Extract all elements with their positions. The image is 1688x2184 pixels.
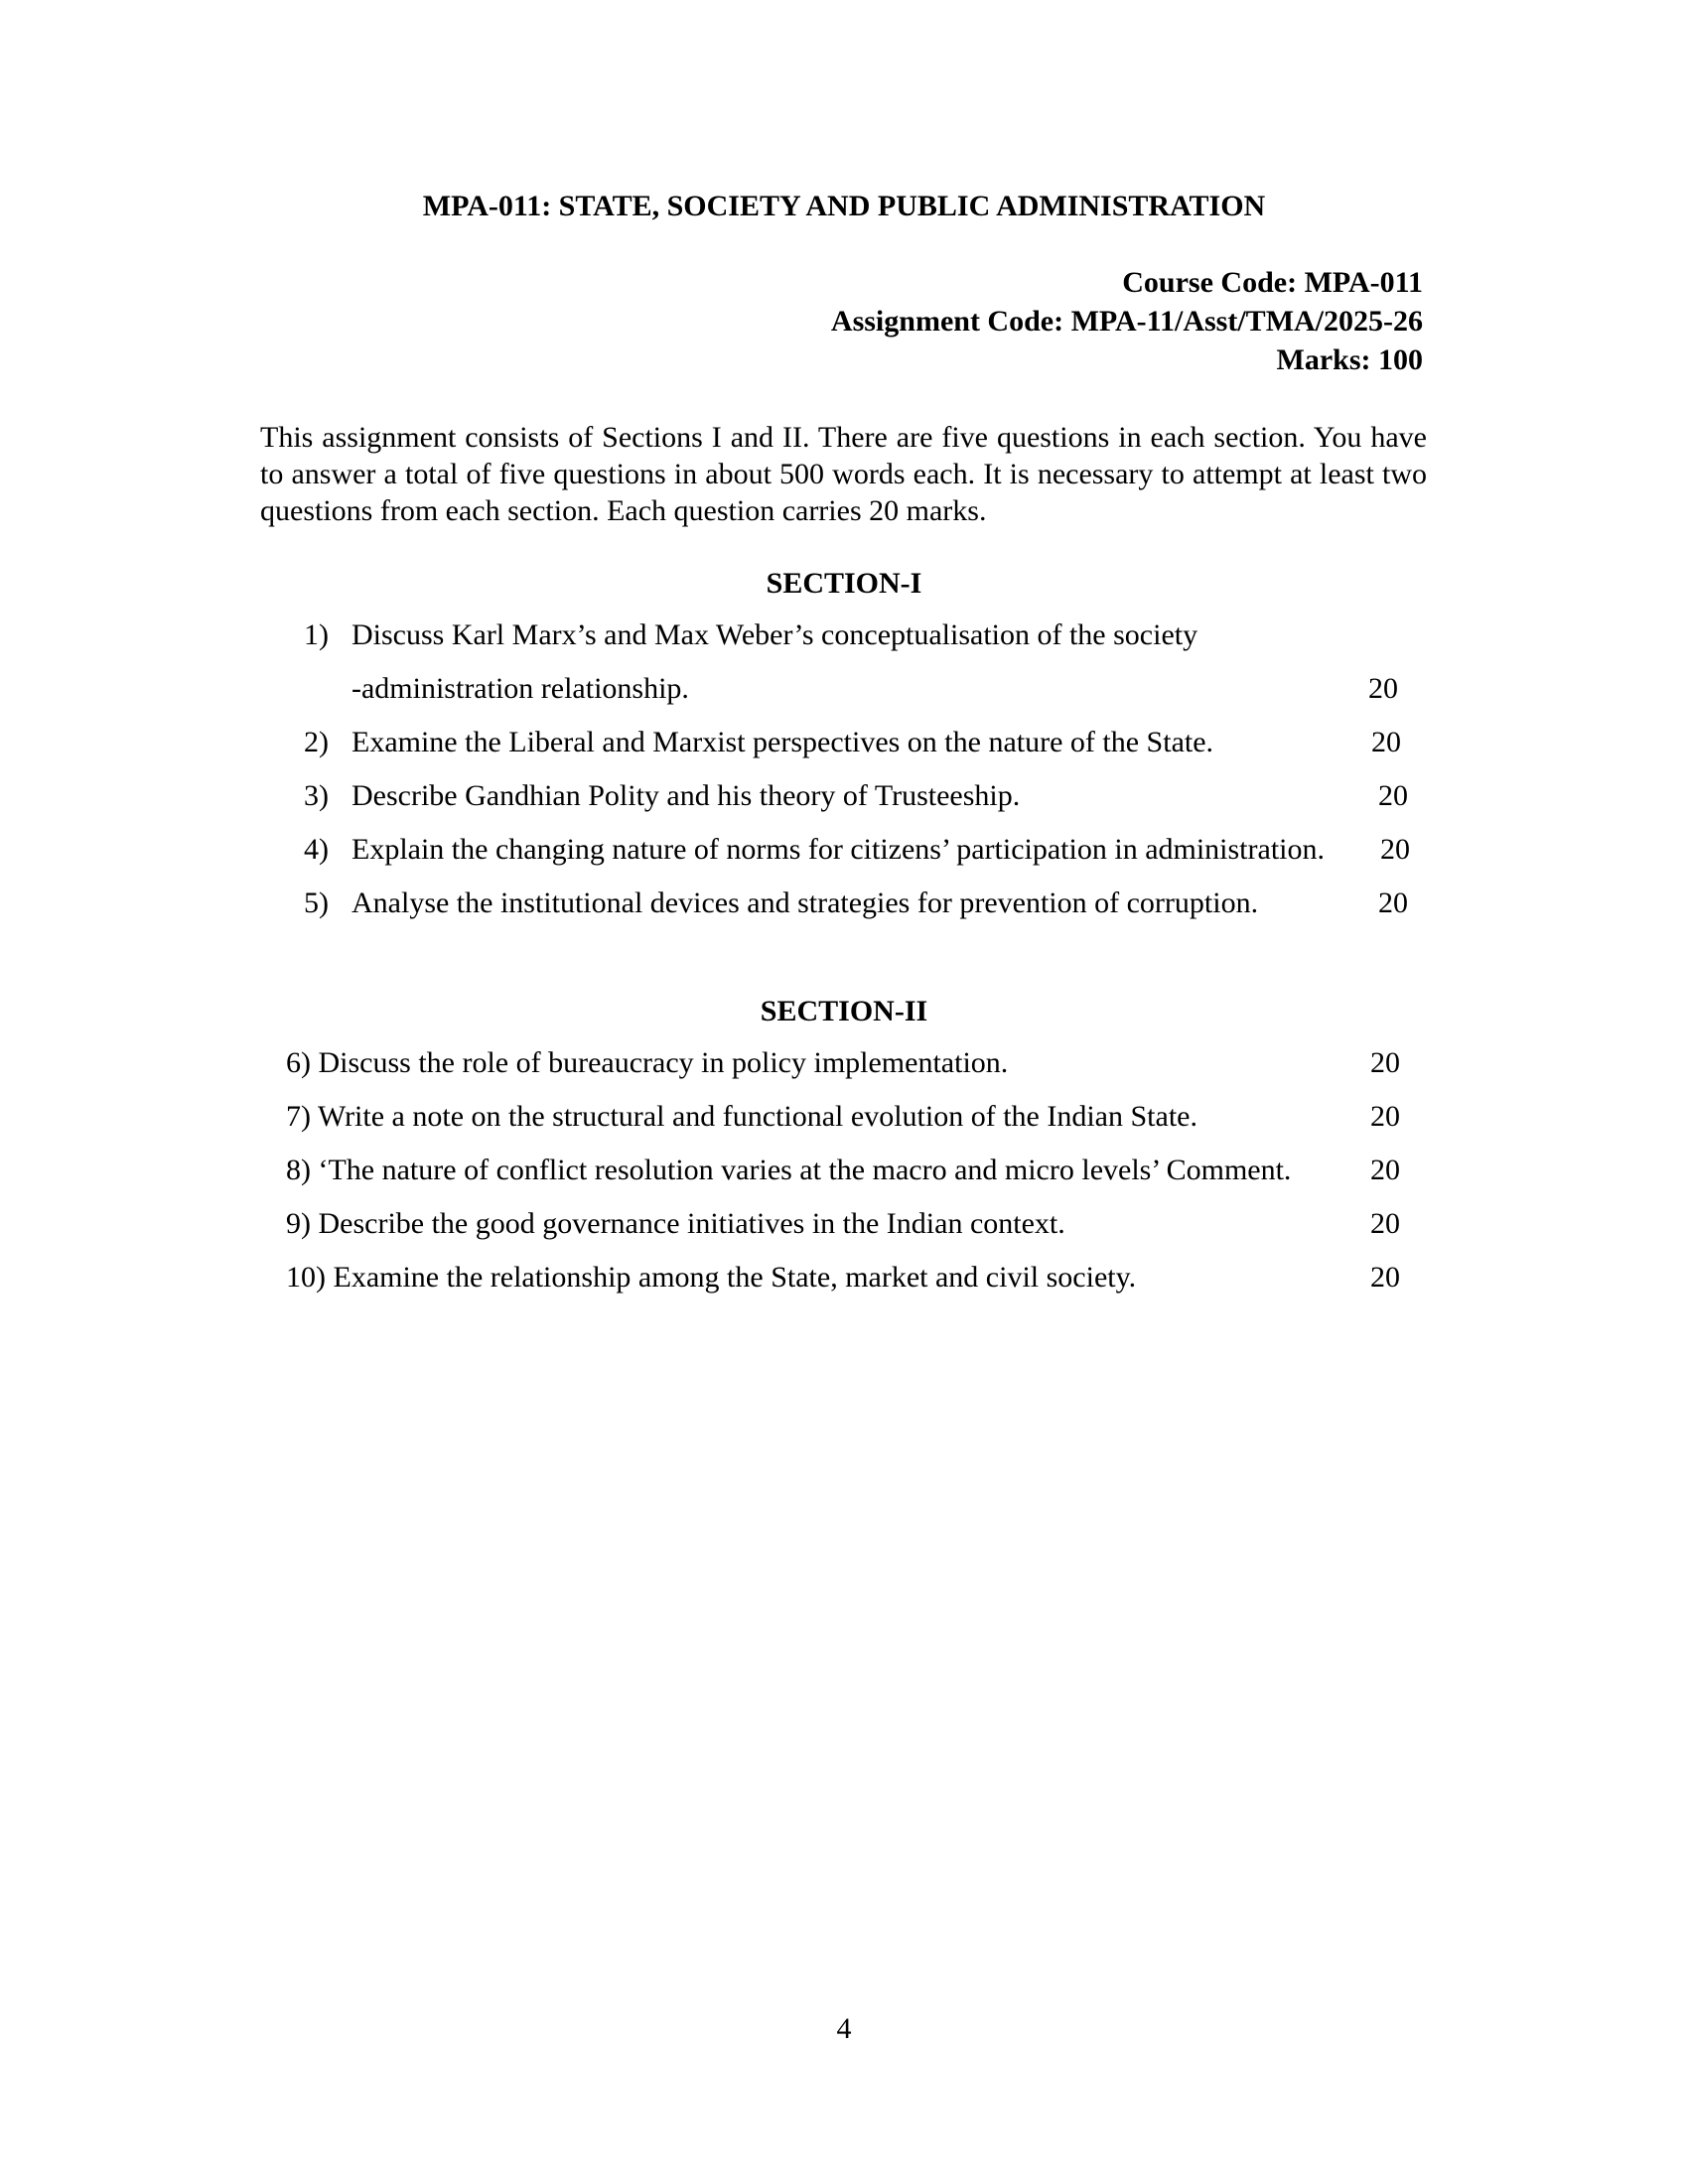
question-3-marks: 20: [1378, 779, 1408, 812]
question-7-marks: 20: [1370, 1100, 1400, 1133]
question-number: 3): [304, 779, 329, 812]
question-1-marks: 20: [1368, 672, 1398, 705]
question-number: 5): [304, 887, 329, 919]
question-10-marks: 20: [1370, 1261, 1400, 1294]
question-text-continued: -administration relationship.: [352, 672, 689, 705]
assignment-meta: [831, 263, 1423, 379]
page-number: 4: [836, 2012, 852, 2045]
question-number: 1): [304, 618, 329, 651]
question-6: 6) Discuss the role of bureaucracy in policy implementation.: [286, 1046, 1009, 1079]
instructions-paragraph: This assignment consists of Sections I and II. There are five questions in each section. You have to answer a total of five questions in about 500 words each. It is necessary to attempt at least two questions from each section. Each question carries 20 marks.: [260, 421, 1427, 527]
question-9: 9) Describe the good governance initiatives in the Indian context.: [286, 1207, 1065, 1240]
question-2-marks: 20: [1371, 726, 1401, 758]
question-text: Discuss Karl Marx’s and Max Weber’s conceptualisation of the society: [352, 618, 1198, 651]
question-text: Explain the changing nature of norms for citizens’ participation in administration.: [352, 833, 1325, 866]
question-number: 2): [304, 726, 329, 758]
document-title: MPA-011: STATE, SOCIETY AND PUBLIC ADMINISTRATION: [422, 190, 1266, 222]
course-code: Course Code: MPA-011: [1122, 266, 1423, 299]
question-5-marks: 20: [1378, 887, 1408, 919]
question-text: Examine the Liberal and Marxist perspectives on the nature of the State.: [352, 726, 1214, 758]
section-1-heading: SECTION-I: [766, 567, 922, 600]
question-8-marks: 20: [1370, 1154, 1400, 1186]
question-8: 8) ‘The nature of conflict resolution varies at the macro and micro levels’ Comment.: [286, 1154, 1292, 1186]
question-number: 4): [304, 833, 329, 866]
assignment-code: Assignment Code: MPA-11/Asst/TMA/2025-26: [830, 305, 1423, 338]
question-text: Analyse the institutional devices and strategies for prevention of corruption.: [352, 887, 1259, 919]
question-9-marks: 20: [1370, 1207, 1400, 1240]
question-10: 10) Examine the relationship among the State, market and civil society.: [286, 1261, 1137, 1294]
question-4-marks: 20: [1380, 833, 1410, 866]
total-marks: Marks: 100: [1276, 343, 1423, 376]
question-6-marks: 20: [1370, 1046, 1400, 1079]
question-7: 7) Write a note on the structural and functional evolution of the Indian State.: [286, 1100, 1197, 1133]
section-2-heading: SECTION-II: [760, 995, 928, 1027]
question-text: Describe Gandhian Polity and his theory of Trusteeship.: [352, 779, 1021, 812]
